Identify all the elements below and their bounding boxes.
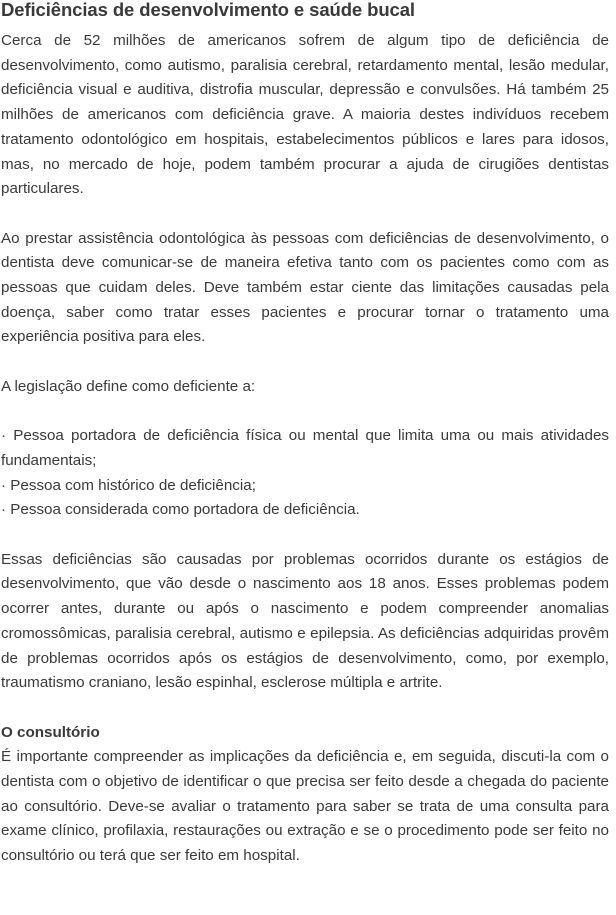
paragraph-spacer — [1, 696, 609, 721]
paragraph-spacer — [1, 523, 609, 548]
paragraph-intro: Cerca de 52 milhões de americanos sofrem de algum tipo de deficiência de desenvolvimento, como autismo, paralisia cerebral, retardamento mental, lesão medular, deficiência visual e auditiva, distrofia muscular, depressão e convulsões. Há também 25 milhões de americanos com deficiência grave. A maioria destes indivíduos recebem tratamento odontológico em hospitais, estabelecimentos públicos e lares para idosos, mas, no mercado de hoje, podem também procurar a ajuda de cirugiões dentistas particulares. — [1, 32, 609, 198]
paragraph-office: É importante compreender as implicações da deficiência e, em seguida, discuti-la com o dentista com o objetivo de identificar o que precisa ser feito desde a chegada do paciente ao consultório. Deve-se avaliar o tratamento para saber se trata de uma consulta para exame clínico, profilaxia, restaurações ou extração e se o procedimento pode ser feito no consultório ou terá que ser feito em hospital. — [1, 748, 609, 865]
section-heading: O consultório — [1, 723, 100, 741]
paragraph-assistance: Ao prestar assistência odontológica às pessoas com deficiências de desenvolvimento, o dentista deve comunicar-se de maneira efetiva tanto com os pacientes como com as pessoas que cuidam deles. Deve também estar ciente das limitações causadas pela doença, saber como tratar esses pacientes e procurar tornar o tratamento uma experiência positiva para eles. — [1, 229, 609, 346]
list-item: · Pessoa considerada como portadora de deficiência. — [1, 501, 360, 519]
paragraph-spacer — [1, 400, 609, 425]
paragraph-spacer — [1, 350, 609, 375]
paragraph-legislation: A legislação define como deficiente a: — [1, 377, 256, 395]
list-item: · Pessoa portadora de deficiência física ou mental que limita uma ou mais atividades fundamentais; — [1, 427, 609, 469]
paragraph-causes: Essas deficiências são causadas por problemas ocorridos durante os estágios de desenvolvimento, que vão desde o nascimento aos 18 anos. Esses problemas podem ocorrer antes, durante ou após o nascimento e podem compreender anomalias cromossômicas, paralisia cerebral, autismo e epilepsia. As deficiências adquiridas provêm de problemas ocorridos após os estágios de desenvolvimento, como, por exemplo, traumatismo craniano, lesão espinhal, esclerose múltipla e artrite. — [1, 550, 609, 692]
list-item: · Pessoa com histórico de deficiência; — [1, 476, 256, 494]
paragraph-spacer — [1, 202, 609, 227]
document-title: Deficiências de desenvolvimento e saúde bucal — [1, 0, 415, 20]
definition-list — [1, 424, 609, 523]
